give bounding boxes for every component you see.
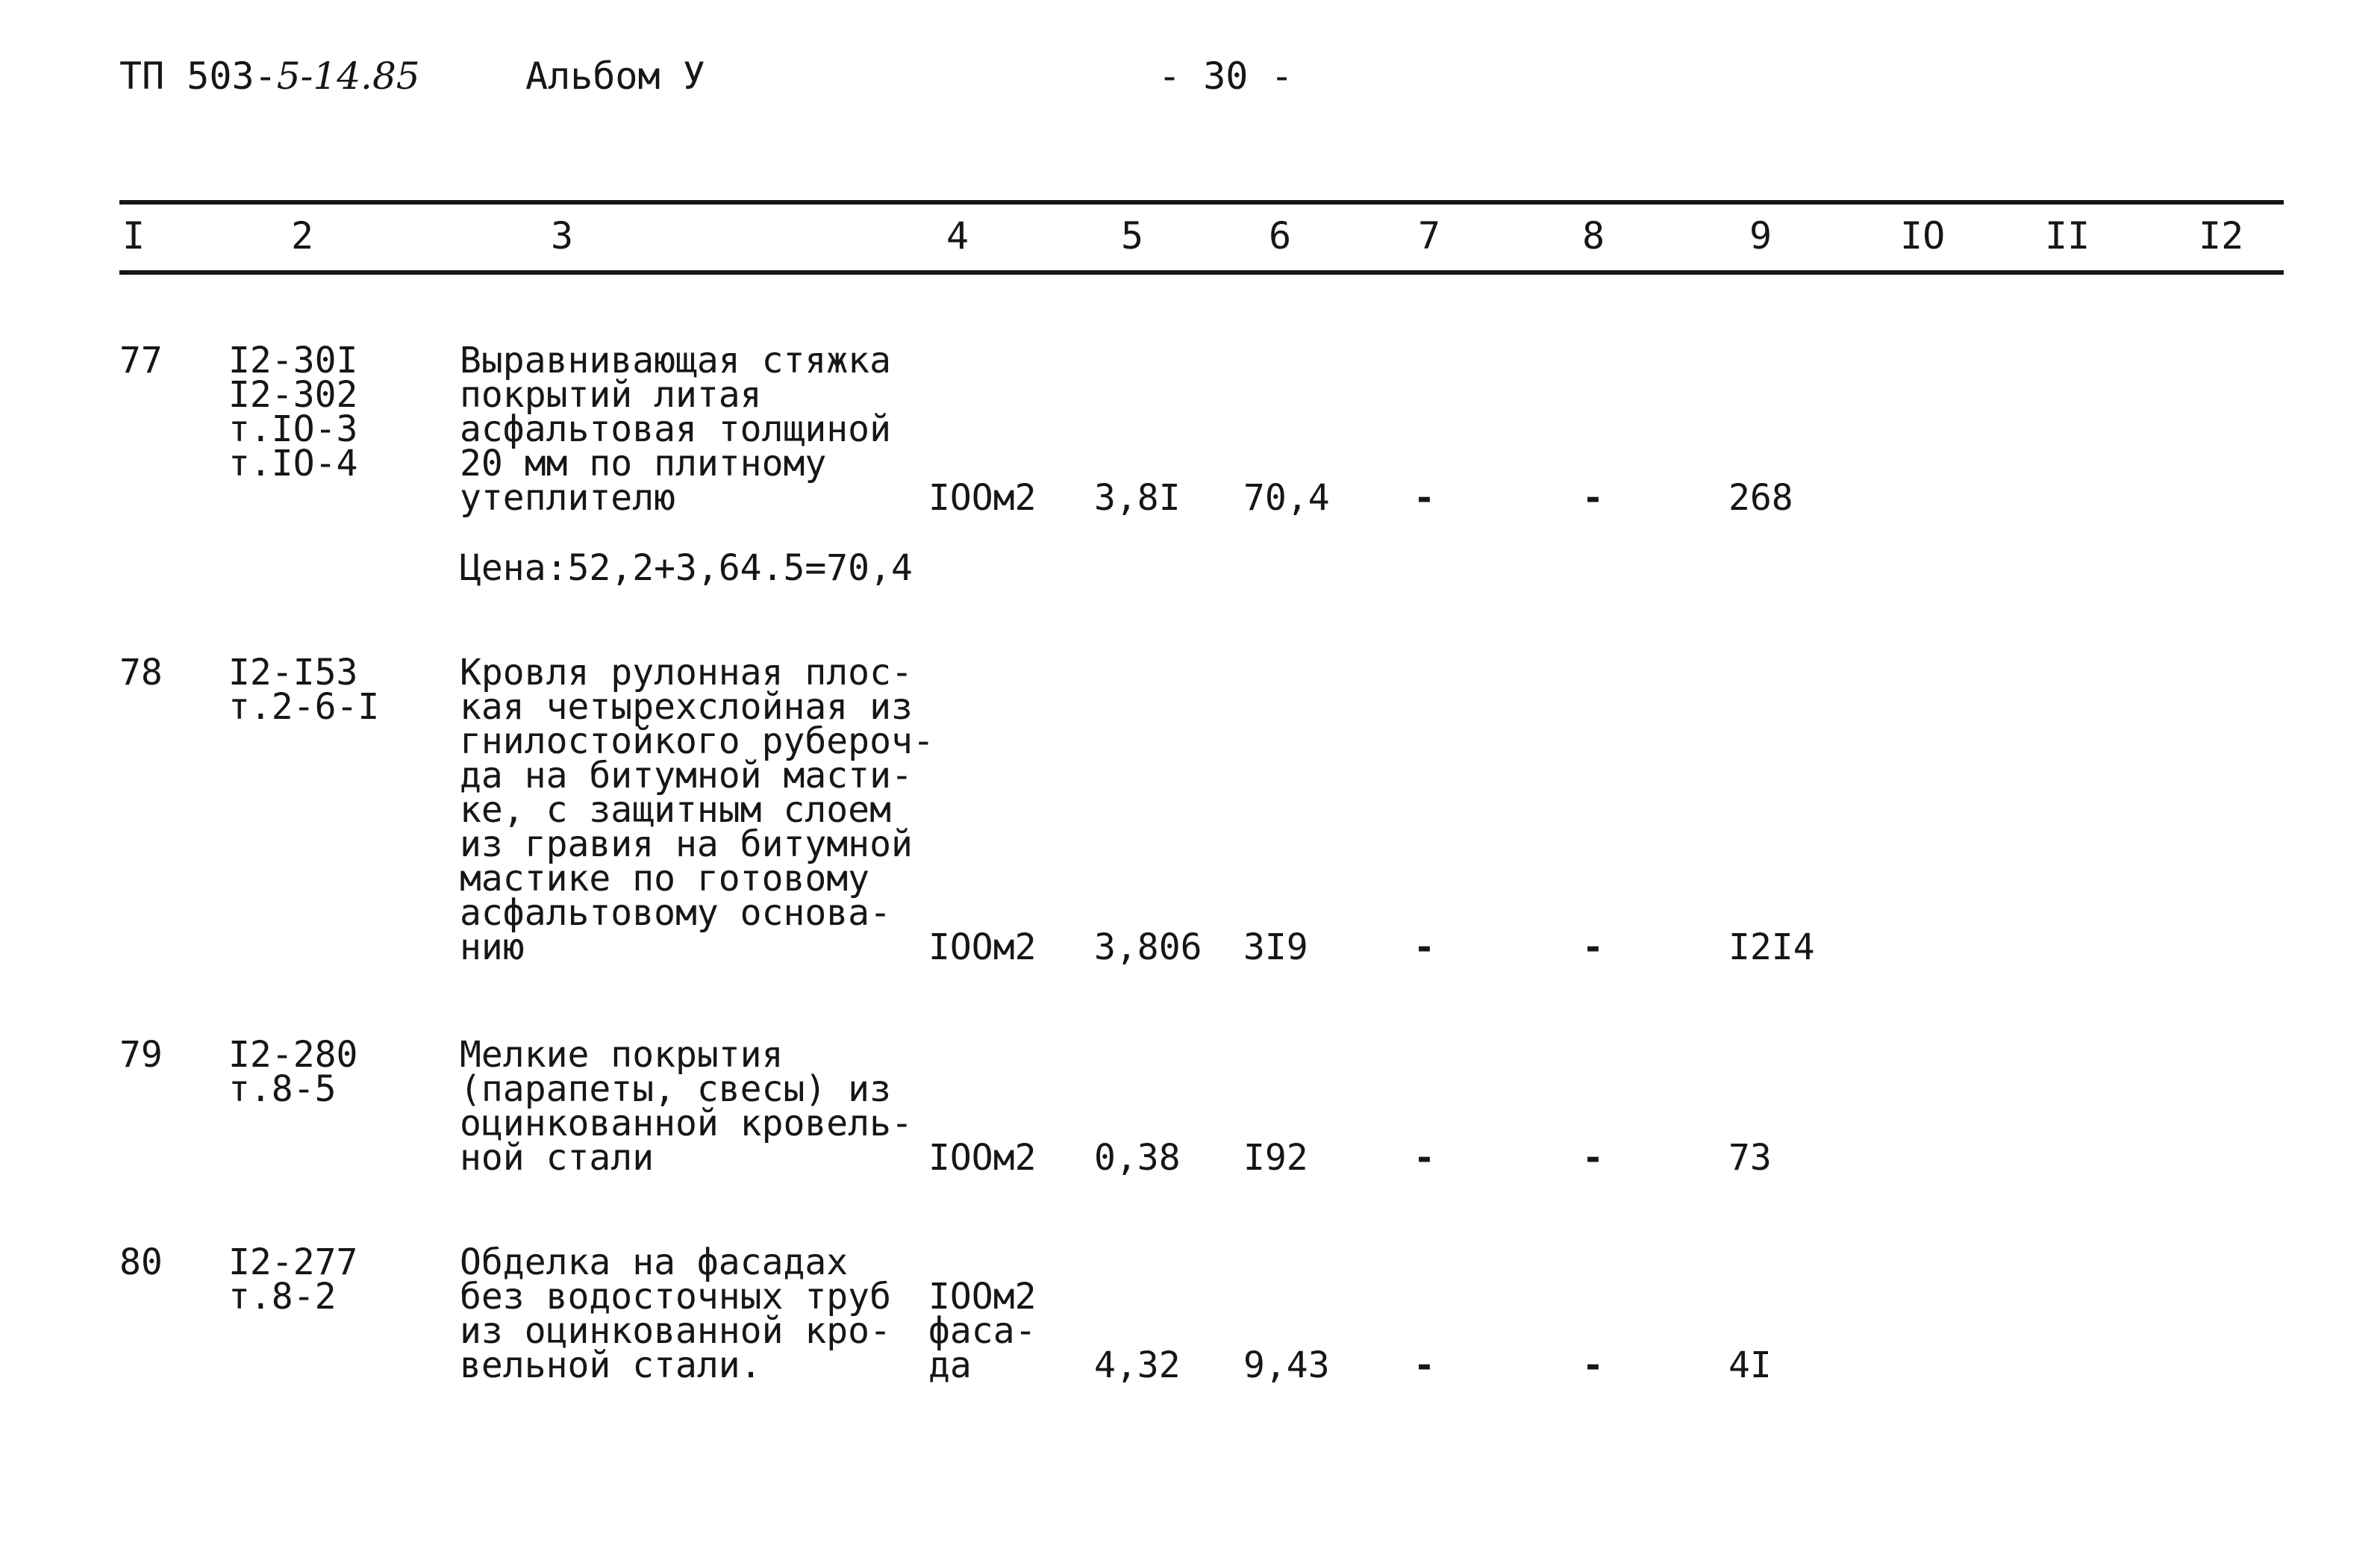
- column-7-value: -: [1414, 1344, 1435, 1386]
- column-7-value: -: [1414, 1137, 1435, 1179]
- row-number: 79: [119, 1034, 163, 1076]
- unit-price: 3I9: [1243, 926, 1308, 968]
- column-header-8: 8: [1582, 214, 1605, 258]
- quantity: 4,32: [1094, 1344, 1181, 1386]
- row-number: 78: [119, 652, 163, 693]
- unit-price: 70,4: [1243, 477, 1330, 519]
- quantity: 3,806: [1094, 926, 1202, 968]
- column-8-value: -: [1582, 1137, 1604, 1179]
- column-header-10: IO: [1900, 214, 1946, 258]
- column-8-value: -: [1582, 926, 1604, 968]
- table-top-rule: [119, 200, 2284, 205]
- column-header-5: 5: [1121, 214, 1144, 258]
- column-header-12: I2: [2199, 214, 2244, 258]
- unit-price: 9,43: [1243, 1344, 1330, 1386]
- row-number: 80: [119, 1241, 163, 1283]
- unit-price: I92: [1243, 1137, 1308, 1179]
- unit: IOOм2: [928, 1137, 1037, 1179]
- work-description: Кровля рулонная плос- кая четырехслойная из гнилостойкого рубероч- да на битумной масти- ке, с защитным слоем из гравия на битумной мастике по готовому асфальтовому основа- нию: [460, 652, 934, 968]
- album-label: Альбом У: [525, 54, 705, 98]
- total-cost: 268: [1728, 477, 1793, 519]
- unit: IOOм2: [928, 926, 1037, 968]
- work-description: Выравнивающая стяжка покрытий литая асфальтовая толщиной 20 мм по плитному утеплителю: [460, 340, 891, 519]
- column-header-7: 7: [1418, 214, 1441, 258]
- norm-code: I2-280 т.8-5: [228, 1034, 358, 1110]
- norm-code: I2-I53 т.2-6-I: [228, 652, 380, 728]
- work-description: Мелкие покрытия (парапеты, свесы) из оцинкованной кровель- ной стали: [460, 1034, 913, 1179]
- column-header-4: 4: [946, 214, 969, 258]
- document-code: [119, 55, 420, 97]
- page-number: - 30 -: [1158, 54, 1293, 98]
- column-header-11: II: [2045, 214, 2090, 258]
- norm-code: I2-30I I2-302 т.IO-3 т.IO-4: [228, 340, 358, 484]
- unit: IOOм2: [928, 477, 1037, 519]
- document-code-handwritten: 5-14.85: [276, 54, 420, 98]
- row-number: 77: [119, 340, 163, 381]
- column-header-1: I: [122, 214, 146, 258]
- unit: IOOм2 фаса- да: [928, 1276, 1037, 1386]
- total-cost: 4I: [1728, 1344, 1772, 1386]
- price-note: Цена:52,2+3,64.5=70,4: [460, 547, 913, 589]
- column-7-value: -: [1414, 477, 1435, 519]
- table-header-rule: [119, 270, 2284, 275]
- work-description: Обделка на фасадах без водосточных труб из оцинкованной кро- вельной стали.: [460, 1241, 891, 1386]
- column-header-3: 3: [551, 214, 574, 258]
- column-header-6: 6: [1269, 214, 1292, 258]
- column-header-2: 2: [291, 214, 314, 258]
- column-header-9: 9: [1749, 214, 1772, 258]
- quantity: 3,8I: [1094, 477, 1181, 519]
- norm-code: I2-277 т.8-2: [228, 1241, 358, 1318]
- column-8-value: -: [1582, 477, 1604, 519]
- document-code-printed: ТП 503-: [119, 54, 277, 98]
- column-8-value: -: [1582, 1344, 1604, 1386]
- quantity: 0,38: [1094, 1137, 1181, 1179]
- total-cost: I2I4: [1728, 926, 1815, 968]
- column-7-value: -: [1414, 926, 1435, 968]
- total-cost: 73: [1728, 1137, 1772, 1179]
